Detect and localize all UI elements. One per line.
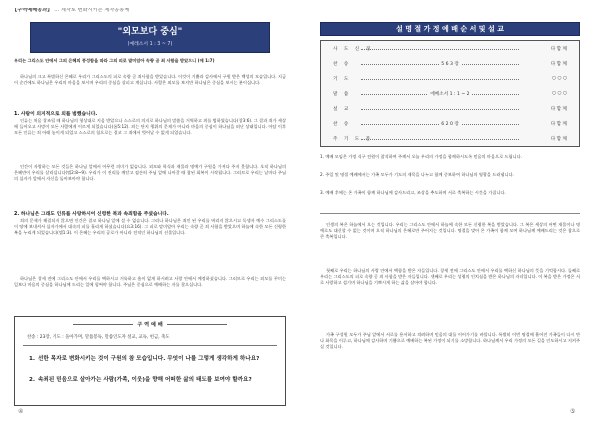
divider	[73, 324, 133, 325]
page-caption	[12, 8, 129, 13]
order-row	[321, 59, 579, 68]
order-label: 찬 송	[333, 122, 351, 127]
scripture-reference: (예레소서 1 : 3 ~ 7)	[127, 42, 173, 47]
order-label: 찬 송	[333, 62, 351, 67]
divider	[23, 345, 277, 346]
section-heading-2: 2. 하나님은 그래도 인류를 사랑하시어 신령한 복과 속죄함을 주셨습니다.	[14, 212, 169, 217]
group-worship-heading	[15, 321, 285, 328]
order-leader: 다 함 께	[550, 107, 567, 112]
section-heading-1: 1. 사람이 의지적으로 외를 범했습니다.	[14, 112, 98, 117]
note-3	[320, 190, 580, 204]
group-worship-box	[14, 316, 286, 406]
order-label: 말 씀	[333, 92, 351, 97]
order-row	[321, 119, 579, 128]
section-2-paragraph-a: 죄의 문제가 해결되지 않으면 인간은 결코 하나님 앞에 설 수 없습니다. 그러나 하나님은 죄인 된 우리를 버리지 않으시고 독생자 예수 그리스도를 이 땅에 보내셔서 십자가에서 대속의 피를 흘리게 하셨습니다(요3:16). 그 피로 말미암아 우리는 속량 곧 죄 사함을 받았으며 하늘에 속한 모든 신령한 복을 누리게 되었습니다(엡1:3). 이 은혜는 우리의 공로가 아니라 전적인 하나님의 선물입니다.	[14, 218, 286, 236]
order-leader: ○ ○ ○	[552, 91, 567, 96]
note-1	[320, 154, 580, 168]
order-label: 주 기 도 문	[333, 137, 373, 142]
order-row	[321, 74, 579, 83]
intro-paragraph: 하나님의 크고 특별하신 은혜로 우리가 그리스도의 피로 속량 곧 죄사함을 받았습니다. 이것이 기쁨과 감사에서 구원 받은 백성의 모습입니다. 지금 이 순간에도 하나님은 우리의 마음을 보시며 우리의 중심을 살피고 계십니다. 사람은 외모를 보지만 하나님은 중심을 보시는 분이십니다.	[14, 74, 286, 86]
sermon-text-1: 인생의 복은 하늘에서 오는 것입니다. 우리는 그리스도 안에서 하늘에 속한 모든 신령한 복을 받았습니다. 그 복은 세상의 어떤 재물이나 명예로도 대신할 수 없는 것이며 오직 하나님의 은혜로만 주어지는 것입니다. 명절을 맞아 온 가족이 함께 모여 하나님께 예배드리는 것은 참으로 큰 축복입니다.	[320, 222, 580, 240]
sermon-title: "외모보다 중심"	[117, 27, 183, 37]
section-1-paragraph-b: 인간이 자랑하는 모든 것들은 하나님 앞에서 아무런 의미가 없습니다. 외모와 학식과 재물과 명예가 구원을 가져다 주지 못합니다. 오직 하나님의 은혜만이 우리를 살리십니다(엡2:8~9). 우리가 이 진리를 깨닫고 겸손히 주님 앞에 나아갈 때 참된 회복이 시작됩니다. 그러므로 우리는 날마다 주님의 십자가 앞에서 자신을 돌아보아야 합니다.	[14, 164, 286, 182]
worship-order-line: 찬송 : 23장, 기도 : 돌아가며, 말씀봉독, 말씀인도자 설교, 교독, 헌금, 축도	[27, 335, 170, 340]
discussion-question-1: 1. 선한 목자로 변화시키는 것이 구원의 참 모습입니다. 무엇이 나를 그렇게 생각하게 하나요?	[29, 356, 260, 362]
intro-text	[14, 74, 286, 108]
sermon-paragraph-2	[320, 268, 580, 330]
intro-verse	[14, 58, 286, 72]
section-2-paragraph-b: 하나님은 창세 전에 그리스도 안에서 우리를 택하시고 거룩하고 흠이 없게 하시려고 사랑 안에서 예정하셨습니다. 그러므로 우리는 외모를 꾸미는 일보다 마음의 중심을 하나님께 드리는 일에 힘써야 합니다. 주님은 중심으로 예배하는 자를 찾으십니다.	[14, 276, 286, 288]
order-value: 에베소서 1 : 1 ~ 2	[430, 92, 470, 97]
note-2	[320, 172, 580, 186]
caption-main: 【구역예배공과】	[12, 8, 53, 13]
section-1-paragraph-a: 인류는 처음 창조될 때 하나님의 형상대로 지음 받았으나 스스로의 의지로 하나님의 말씀을 거역하고 죄를 범하였습니다(창3:6). 그 결과 죄가 세상에 들어오고 사망이 모든 사람에게 이르게 되었습니다(롬5:12). 죄는 단지 행위의 문제가 아니라 마음의 중심이 하나님을 떠난 상태입니다. 아담 이후 모든 인류는 죄 아래 놓이게 되었고 스스로의 힘으로는 결코 그 죄에서 벗어날 수 없게 되었습니다.	[14, 118, 286, 136]
order-leader: 다 함 께	[550, 47, 567, 52]
order-label: 사 도 신 경	[333, 47, 373, 52]
order-label: 설 교	[333, 107, 351, 112]
sermon-paragraph-3	[320, 332, 580, 388]
sermon-text-2: 첫째로 우리는 하나님의 사랑 안에서 택함을 받은 자들입니다. 창세 전에 그리스도 안에서 우리를 택하신 하나님의 뜻을 기억합시다. 둘째로 우리는 그리스도의 피로 속량 곧 죄 사함을 받은 자들입니다. 셋째로 우리는 성령의 인치심을 받은 하나님의 자녀입니다. 이 복을 받은 가정은 서로 사랑하고 섬기며 하나님을 기쁘시게 하는 삶을 살아야 합니다.	[320, 268, 580, 286]
order-leader: ○ ○ ○	[552, 76, 567, 81]
divider	[167, 324, 227, 325]
section-2-text-b	[14, 276, 286, 312]
page-number-left: ④	[18, 408, 24, 415]
order-label: 기 도	[333, 77, 351, 82]
family-worship-title-box	[320, 22, 580, 36]
sermon-title-box	[30, 22, 270, 53]
order-leader: 다 함 께	[550, 137, 567, 142]
right-page	[300, 0, 600, 424]
order-row	[321, 44, 579, 53]
note-3-text: 3. 예배 후에는 온 가족이 함께 하나님께 감사드리고, 조상을 추도하며 서로 축복하는 시간을 가집니다.	[320, 190, 506, 195]
order-value: 6 2 0 장	[441, 122, 459, 127]
worship-order-box	[320, 40, 580, 147]
note-1-text: 1. 예배 모임은 가정 식구 전원이 참석하여 주께서 오늘 우리의 가정을 함께하시도록 믿음의 마음으로 드립니다.	[320, 154, 522, 159]
order-leader: 다 함 께	[550, 62, 567, 67]
worship-notes	[320, 150, 580, 214]
discussion-question-2: 2. 속죄된 믿음으로 살아가는 사람(가족, 이웃)을 향해 어떠한 삶의 태도를 보여야 할까요?	[29, 377, 252, 383]
caption-sub: ... 제자로 변화시키는 제자공동체	[54, 8, 130, 13]
verse-paragraph: 우리는 그리스도 안에서 그의 은혜의 풍성함을 따라 그의 피로 말미암아 속량 곧 죄 사함을 받았으니 (에 1:7)	[14, 58, 215, 63]
note-2-text: 2. 주일 및 명절 예배에서는 가족 모두가 기도의 제목을 나누고 함께 중보하여 하나님의 영광을 드러냅니다.	[320, 172, 514, 177]
sermon-paragraph-1	[320, 222, 580, 266]
question-1-text: 선한 목자로 변화시키는 것이 구원의 참 모습입니다. 무엇이 나를 그렇게 생각하게 하나요?	[38, 356, 260, 362]
sermon-text-3: 가족 구성원 모두가 주님 앞에서 서로를 용서하고 격려하며 믿음의 대를 이어가기를 바랍니다. 특별히 이번 명절에 흩어진 가족들이 다시 만나 화목을 이루고, 하나님께 감사하며 기쁨으로 예배하는 복된 가정이 되기를 소망합니다. 하나님께서 우리 가정의 모든 길을 인도하시고 지켜주실 것입니다.	[320, 332, 580, 350]
order-row	[321, 104, 579, 113]
section-2-text-a	[14, 218, 286, 274]
order-leader: 다 함 께	[550, 122, 567, 127]
family-worship-title: 설 명 절 가 정 예 배 순 서 및 설 교	[396, 25, 504, 33]
group-worship-title: 구 역 예 배	[137, 322, 163, 328]
order-value: 5 6 3 장	[441, 62, 459, 67]
section-1-text-a	[14, 118, 286, 162]
page-number-right: ⑤	[570, 408, 576, 415]
question-2-text: 속죄된 믿음으로 살아가는 사람(가족, 이웃)을 향해 어떠한 삶의 태도를 보여야 할까요?	[38, 377, 252, 383]
section-1-text-b	[14, 164, 286, 208]
order-row	[321, 134, 579, 143]
order-row	[321, 89, 579, 98]
